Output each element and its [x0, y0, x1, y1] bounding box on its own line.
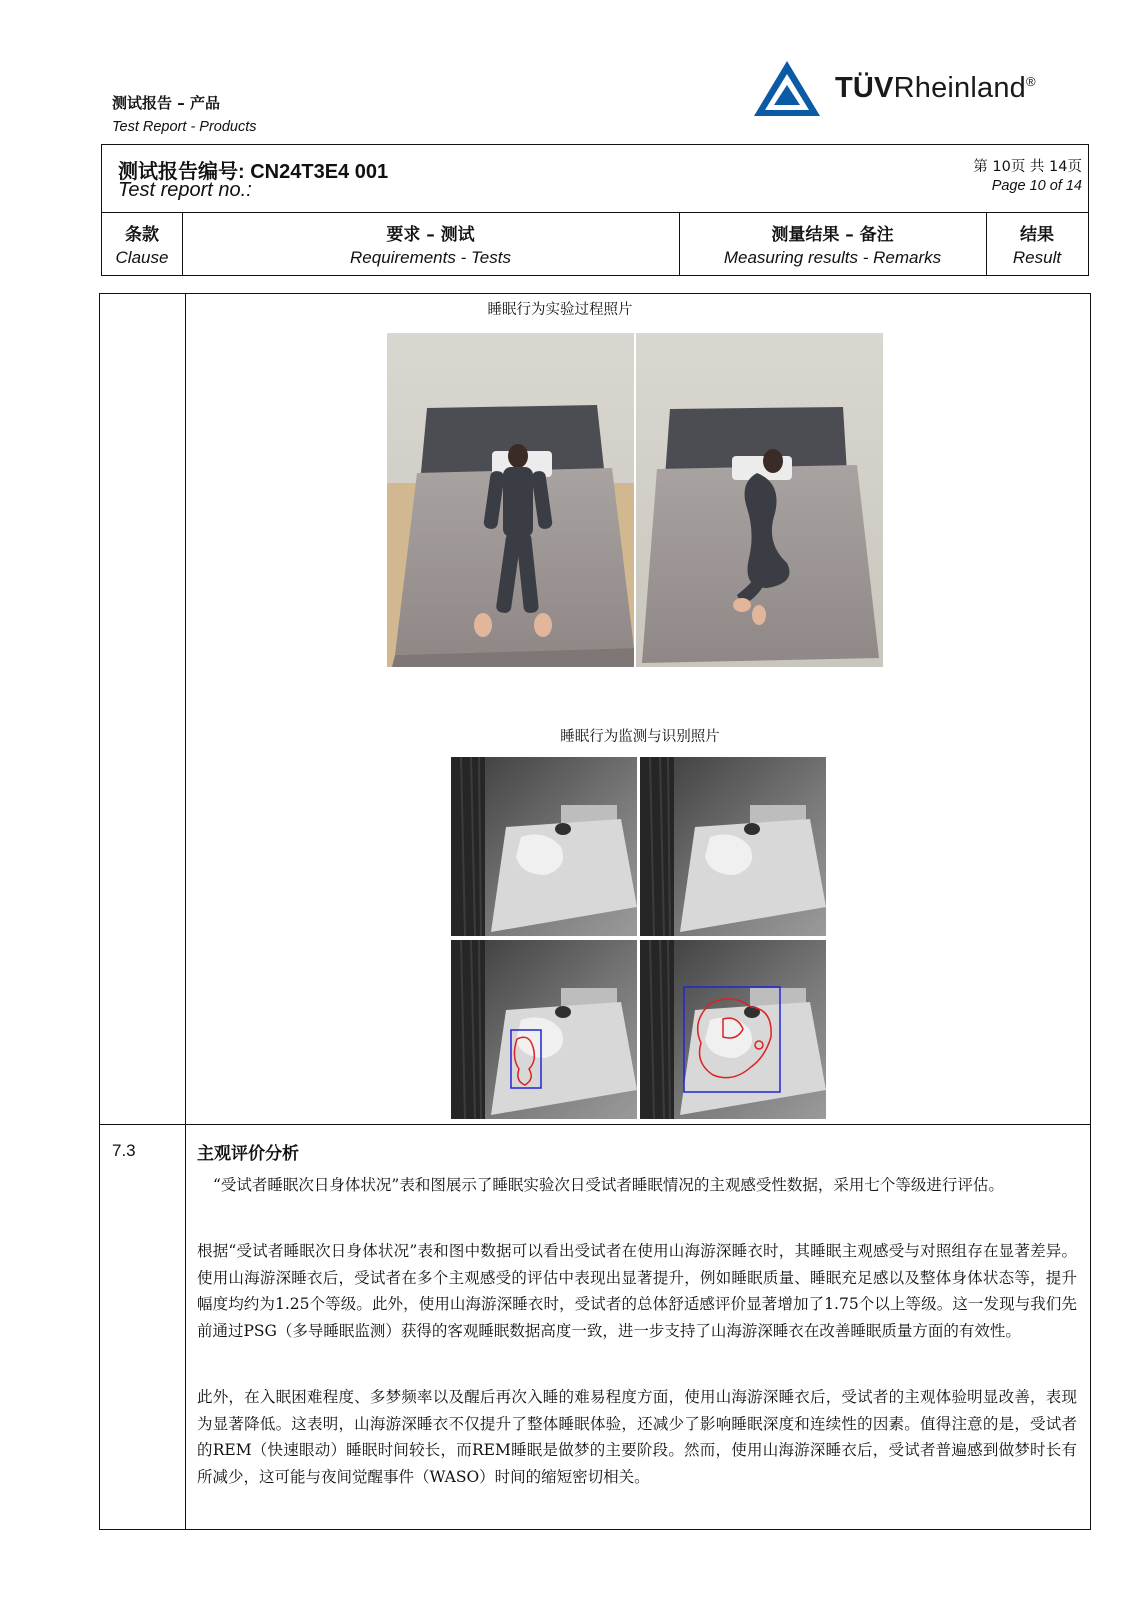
- tuv-rheinland-logo: [752, 58, 1072, 122]
- report-number-value: : CN24T3E4 001: [238, 161, 389, 183]
- column-req-cn: 要求 – 测试: [386, 225, 475, 245]
- section-title: 主观评价分析: [197, 1144, 299, 1164]
- column-header-result: [986, 212, 1088, 275]
- column-req-en: Requirements - Tests: [350, 248, 511, 267]
- column-header-measuring: [679, 212, 986, 275]
- header-title-cn: 测试报告 – 产品: [112, 94, 220, 112]
- clause-number: 7.3: [112, 1141, 136, 1160]
- report-header-box: [101, 144, 1089, 276]
- header-title-en: Test Report - Products: [112, 119, 257, 135]
- caption-monitoring-photos: 睡眠行为监测与识别照片: [560, 729, 720, 745]
- column-clause-en: Clause: [115, 248, 169, 267]
- sleep-experiment-photo: [387, 333, 883, 667]
- registered-mark: ®: [1026, 74, 1036, 89]
- report-number-label-en: Test report no.:: [118, 179, 252, 201]
- column-meas-cn: 测量结果 – 备注: [771, 225, 894, 245]
- column-header-requirements: [182, 212, 679, 275]
- brand-suffix: Rheinland: [893, 72, 1027, 104]
- report-number-label-cn: 测试报告编号: [118, 161, 238, 183]
- tuv-triangle-logo-icon: [752, 58, 822, 120]
- paragraph-1: “受试者睡眠次日身体状况”表和图展示了睡眠实验次日受试者睡眠情况的主观感受性数据，采用七个等级进行评估。: [213, 1176, 1004, 1194]
- caption-experiment-photos: 睡眠行为实验过程照片: [487, 302, 633, 318]
- page-number-cn: 第 10页 共 14页: [973, 159, 1082, 175]
- paragraph-3: 此外，在入眠困难程度、多梦频率以及醒后再次入睡的难易程度方面，使用山海游深睡衣后，受试者的主观体验明显改善，表现为显著降低。这表明，山海游深睡衣不仅提升了整体睡眠体验，还减少了影响睡眠深度和连续性的因素。值得注意的是，受试者的REM（快速眼动）睡眠时间较长，而REM睡眠是做梦的主要阶段。然而，使用山海游深睡衣后，受试者普遍感到做梦时长有所减少，这可能与夜间觉醒事件（WASO）时间的缩短密切相关。: [197, 1388, 1077, 1486]
- page-number-en: Page 10 of 14: [991, 178, 1082, 194]
- paragraph-2: 根据“受试者睡眠次日身体状况”表和图中数据可以看出受试者在使用山海游深睡衣时，其睡眠主观感受与对照组存在显著差异。使用山海游深睡衣后，受试者在多个主观感受的评估中表现出显著提升，例如睡眠质量、睡眠充足感以及整体身体状态等，提升幅度均约为1.25个等级。此外，使用山海游深睡衣时，受试者的总体舒适感评价显著增加了1.75个以上等级。这一发现与我们先前通过PSG（多导睡眠监测）获得的客观睡眠数据高度一致，进一步支持了山海游深睡衣在改善睡眠质量方面的有效性。: [197, 1242, 1077, 1340]
- brand-name: [835, 72, 1036, 105]
- column-result-cn: 结果: [1020, 225, 1054, 245]
- clause-column-divider: [185, 294, 186, 1529]
- sleep-monitoring-photo: [451, 757, 827, 1119]
- row-divider: [100, 1124, 1090, 1125]
- column-clause-cn: 条款: [125, 225, 159, 245]
- column-result-en: Result: [1012, 248, 1062, 267]
- brand-prefix: TÜV: [835, 72, 894, 104]
- column-header-clause: [102, 212, 182, 275]
- column-meas-en: Measuring results - Remarks: [723, 248, 942, 267]
